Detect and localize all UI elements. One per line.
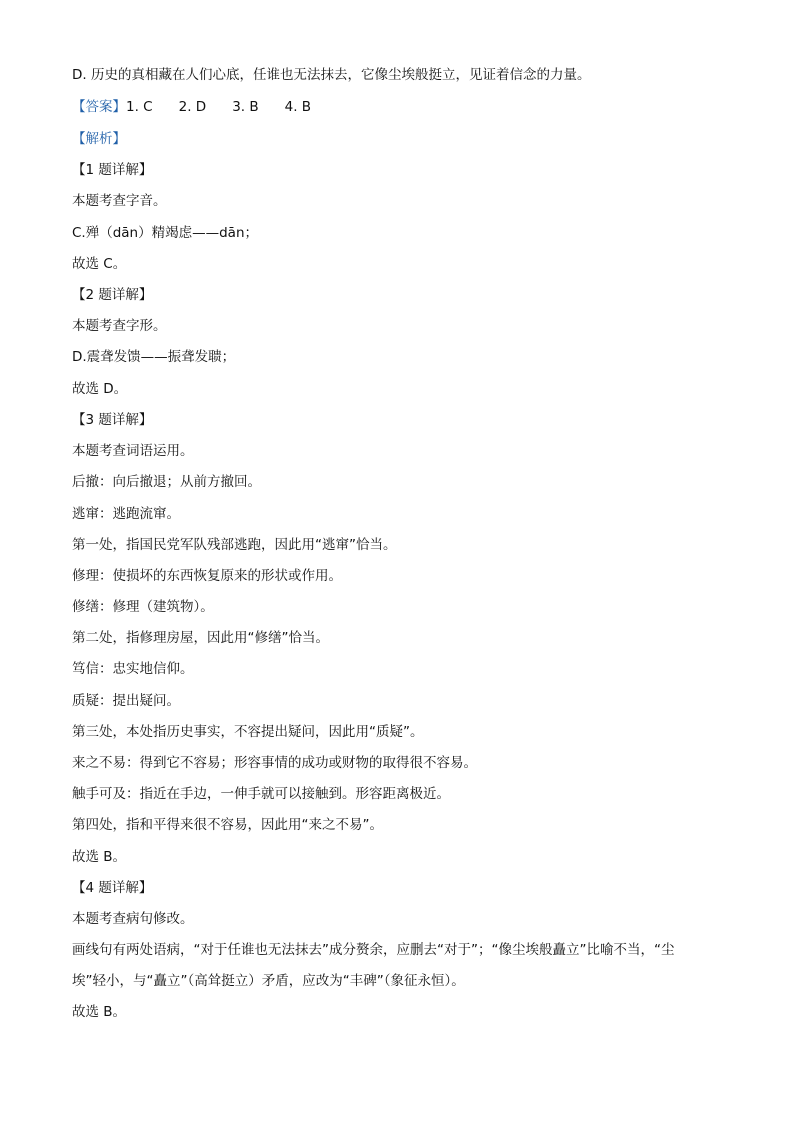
answer-item: 4. B <box>284 99 312 115</box>
q4-heading: 【4 题详解】 <box>72 880 153 896</box>
q4-line: 画线句有两处语病，“对于任谁也无法抹去”成分赘余，应删去“对于”；“像尘埃般矗立”比喻不当，“尘 <box>72 942 675 958</box>
q3-line: 第四处，指和平得来很不容易，因此用“来之不易”。 <box>72 817 383 833</box>
q2-heading: 【2 题详解】 <box>72 287 153 303</box>
q1-line: 本题考查字音。 <box>72 193 167 209</box>
q3-line: 质疑：提出疑问。 <box>72 693 180 709</box>
q4-line: 埃”轻小，与“矗立”（高耸挺立）矛盾，应改为“丰碑”（象征永恒）。 <box>72 973 465 989</box>
q3-line: 第三处，本处指历史事实，不容提出疑问，因此用“质疑”。 <box>72 724 424 740</box>
q4-line: 故选 B。 <box>72 1004 127 1020</box>
q3-heading: 【3 题详解】 <box>72 412 153 428</box>
answer-item: 1. C <box>126 99 153 115</box>
q3-line: 笃信：忠实地信仰。 <box>72 661 194 677</box>
analysis-label: 【解析】 <box>72 131 126 147</box>
q1-line: 故选 C。 <box>72 256 127 272</box>
q4-line: 本题考查病句修改。 <box>72 911 194 927</box>
q3-line: 第一处，指国民党军队残部逃跑，因此用“逃窜”恰当。 <box>72 537 397 553</box>
q1-line: C.殚（dān）精竭虑——dān； <box>72 225 259 241</box>
answer-item: 2. D <box>178 99 207 115</box>
answer-item: 3. B <box>232 99 259 115</box>
q1-heading: 【1 题详解】 <box>72 162 153 178</box>
q2-line: 故选 D。 <box>72 381 128 397</box>
q3-line: 第二处，指修理房屋，因此用“修缮”恰当。 <box>72 630 329 646</box>
q3-line: 本题考查词语运用。 <box>72 443 194 459</box>
q3-line: 修理：使损坏的东西恢复原来的形状或作用。 <box>72 568 342 584</box>
q3-line: 逃窜：逃跑流窜。 <box>72 506 180 522</box>
q3-line: 来之不易：得到它不容易；形容事情的成功或财物的取得很不容易。 <box>72 755 477 771</box>
q3-line: 修缮：修理（建筑物）。 <box>72 599 214 615</box>
option-d-line: D. 历史的真相藏在人们心底，任谁也无法抹去，它像尘埃般挺立，见证着信念的力量。 <box>72 67 591 83</box>
answer-line <box>72 98 311 116</box>
q2-line: 本题考查字形。 <box>72 318 167 334</box>
q3-line: 故选 B。 <box>72 849 127 865</box>
q3-line: 后撤：向后撤退；从前方撤回。 <box>72 474 261 490</box>
q3-line: 触手可及：指近在手边，一伸手就可以接触到。形容距离极近。 <box>72 786 450 802</box>
q2-line: D.震聋发馈——振聋发聩； <box>72 349 236 365</box>
answer-label: 【答案】 <box>72 99 126 115</box>
answer-items <box>126 99 311 115</box>
